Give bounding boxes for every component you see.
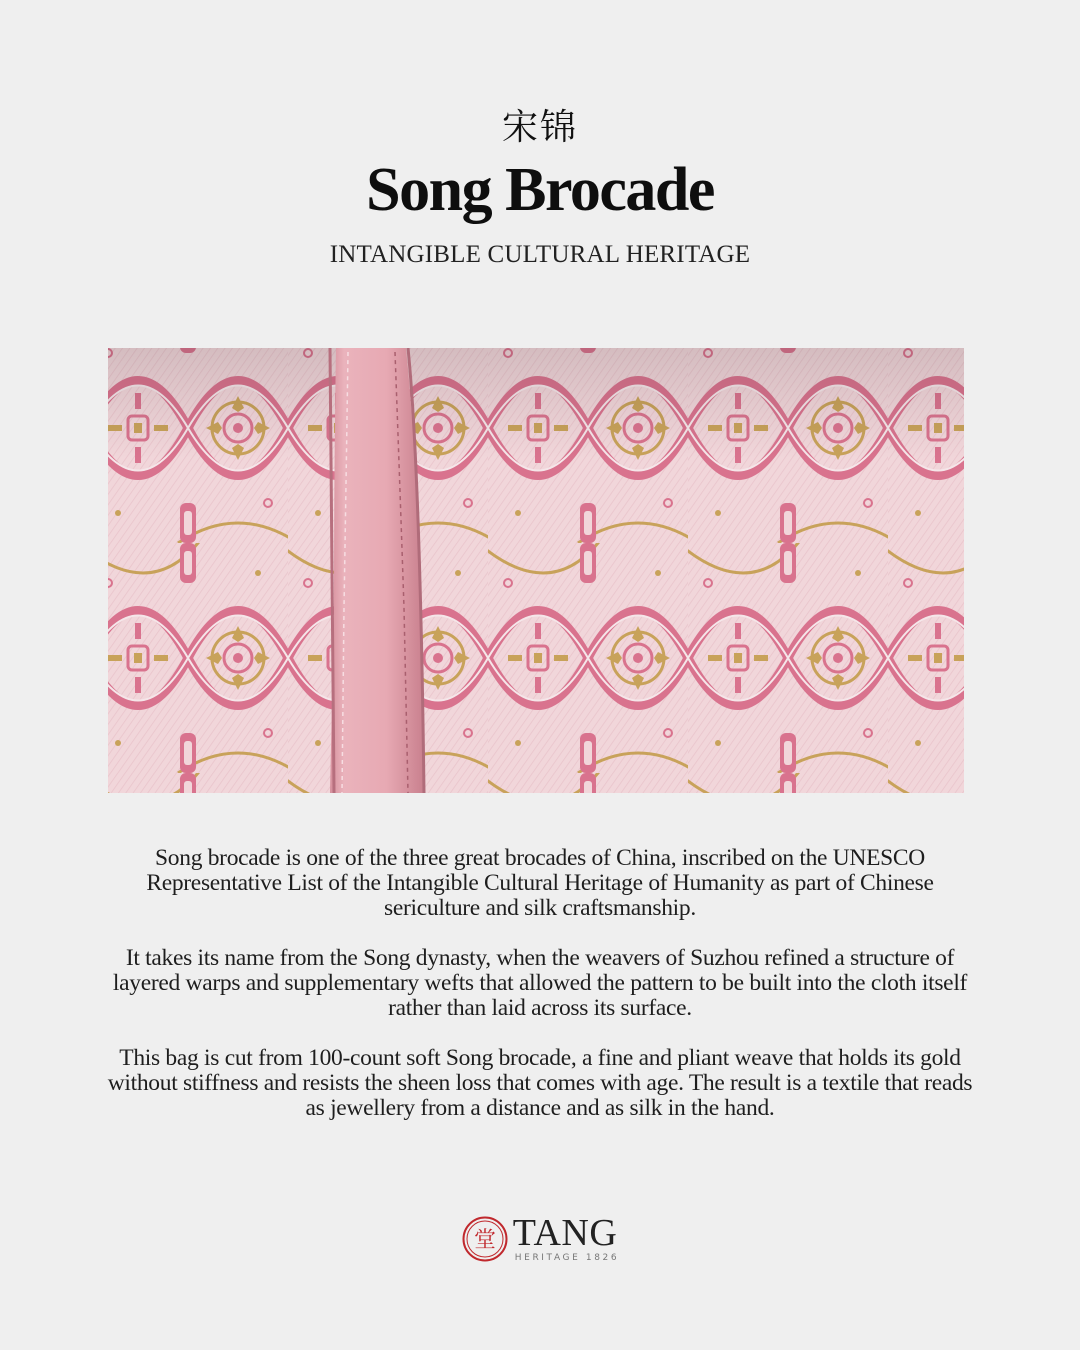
chinese-title: 宋锦 — [501, 107, 578, 148]
paragraph-intro: Song brocade is one of the three great brocades of China, inscribed on the UNESCO Representative List of the Intangible Cultural Heritage of Humanity as part of Chinese sericulture and silk craftsmanship. — [146, 845, 934, 921]
brocade-photo — [108, 348, 964, 793]
brand-name: TANG — [512, 1212, 618, 1254]
header — [0, 108, 1080, 269]
brand-tagline: HERITAGE 1826 — [514, 1253, 620, 1263]
paragraph-history: It takes its name from the Song dynasty, when the weavers of Suzhou refined a structure of layered warps and supplementary wefts that allowed the pattern to be built into the cloth itself rather than laid across its surface. — [112, 945, 968, 1021]
seal-icon — [461, 1215, 509, 1263]
page-title: Song Brocade — [366, 155, 714, 224]
paragraph-product: This bag is cut from 100-count soft Song brocade, a fine and pliant weave that holds its gold without stiffness and resists the sheen loss that comes with age. The result is a textile that reads as jewellery from a distance and as silk in the hand. — [107, 1045, 973, 1121]
description — [98, 846, 982, 1121]
svg-text:堂: 堂 — [473, 1228, 496, 1253]
brand-logo — [0, 1212, 1080, 1263]
page-subtitle: INTANGIBLE CULTURAL HERITAGE — [329, 240, 751, 268]
